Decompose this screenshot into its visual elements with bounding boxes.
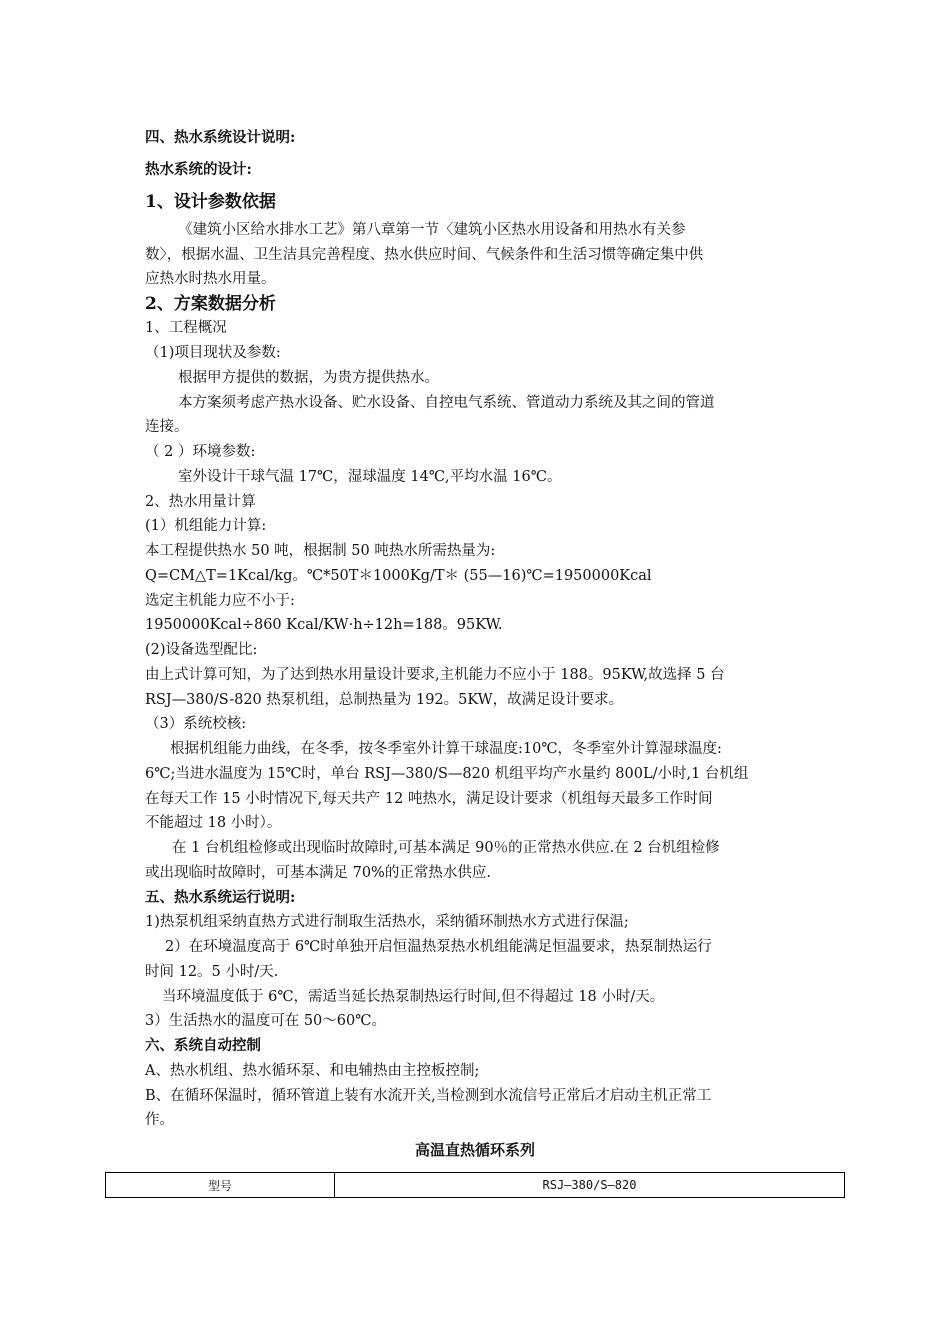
section-4-heading: 四、热水系统设计说明:	[145, 129, 296, 146]
table-row	[106, 1173, 845, 1198]
formula: 1950000Kcal÷860 Kcal/KW·h÷12h=188。95KW.	[145, 617, 503, 633]
section-6-heading: 六、系统自动控制	[145, 1037, 261, 1054]
table-label-cell: 型号	[106, 1173, 335, 1198]
paragraph-line: 连接。	[145, 419, 189, 435]
formula: Q=CM△T=1Kcal/kg。℃*50T＊1000Kg/T＊ (55—16)℃=1950000Kcal	[145, 568, 652, 584]
list-item: (1）机组能力计算:	[145, 518, 267, 534]
paragraph-line: 作。	[145, 1112, 174, 1128]
list-item: （1)项目现状及参数:	[145, 345, 281, 361]
list-item: (2)设备选型配比:	[145, 642, 258, 658]
subsection-heading: 热水系统的设计:	[145, 161, 252, 178]
table-value-cell: RSJ—380/S—820	[335, 1173, 845, 1198]
paragraph-line: 2）在环境温度高于 6℃时单独开启恒温热泵热水机组能满足恒温要求，热泵制热运行	[165, 939, 712, 955]
paragraph-line: 时间 12。5 小时/天.	[145, 964, 279, 980]
paragraph-line: A、热水机组、热水循环泵、和电辅热由主控板控制;	[145, 1063, 480, 1079]
paragraph-line: 应热水时热水用量。	[145, 271, 276, 287]
list-item: 2、热水用量计算	[145, 494, 256, 510]
paragraph-line: 室外设计干球气温 17℃，湿球温度 14℃,平均水温 16℃。	[178, 469, 562, 485]
paragraph-line: 本工程提供热水 50 吨，根据制 50 吨热水所需热量为:	[145, 543, 496, 559]
section-5-heading: 五、热水系统运行说明:	[145, 889, 296, 906]
paragraph-line: RSJ—380/S-820 热泵机组，总制热量为 192。5KW，故满足设计要求。	[145, 692, 624, 708]
paragraph-line: 6℃;当进水温度为 15℃时，单台 RSJ—380/S—820 机组平均产水量约 800L/小时,1 台机组	[145, 766, 749, 782]
paragraph-line: 《建筑小区给水排水工艺》第八章第一节〈建筑小区热水用设备和用热水有关参	[178, 222, 686, 238]
paragraph-line: 3）生活热水的温度可在 50～60℃。	[145, 1013, 386, 1029]
paragraph-line: 不能超过 18 小时）。	[145, 815, 282, 831]
paragraph-line: B、在循环保温时，循环管道上装有水流开关,当检测到水流信号正常后才启动主机正常工	[145, 1088, 712, 1104]
heading-data-analysis: 2、方案数据分析	[145, 294, 276, 314]
paragraph-line: 数〉，根据水温、卫生洁具完善程度、热水供应时间、气候条件和生活习惯等确定集中供	[145, 247, 704, 263]
paragraph-line: 在 1 台机组检修或出现临时故障时,可基本满足 90％的正常热水供应.在 2 台机组检修	[172, 840, 720, 856]
paragraph-line: 根据甲方提供的数据，为贵方提供热水。	[178, 370, 439, 386]
paragraph-line: 1)热泵机组采纳直热方式进行制取生活热水，采纳循环制热水方式进行保温;	[145, 914, 629, 930]
paragraph-line: 在每天工作 15 小时情况下,每天共产 12 吨热水，满足设计要求（机组每天最多工作时间	[145, 791, 713, 807]
paragraph-line: 或出现临时故障时，可基本满足 70%的正常热水供应.	[145, 865, 491, 881]
paragraph-line: 根据机组能力曲线，在冬季，按冬季室外计算干球温度:10℃，冬季室外计算湿球温度:	[170, 741, 722, 757]
list-item: （3）系统校核:	[145, 716, 247, 732]
spec-table	[105, 1172, 845, 1198]
paragraph-line: 选定主机能力应不小于:	[145, 593, 295, 609]
table-title: 高温直热循环系列	[414, 1141, 535, 1159]
list-item: （ 2 ）环境参数:	[145, 444, 256, 460]
list-item: 1、工程概况	[145, 320, 227, 336]
paragraph-line: 本方案须考虑产热水设备、贮水设备、自控电气系统、管道动力系统及其之间的管道	[178, 395, 715, 411]
paragraph-line: 由上式计算可知，为了达到热水用量设计要求,主机能力不应小于 188。95KW,故选择 5 台	[145, 667, 725, 683]
paragraph-line: 当环境温度低于 6℃，需适当延长热泵制热运行时间,但不得超过 18 小时/天。	[162, 989, 665, 1005]
heading-design-basis: 1、设计参数依据	[145, 192, 276, 212]
